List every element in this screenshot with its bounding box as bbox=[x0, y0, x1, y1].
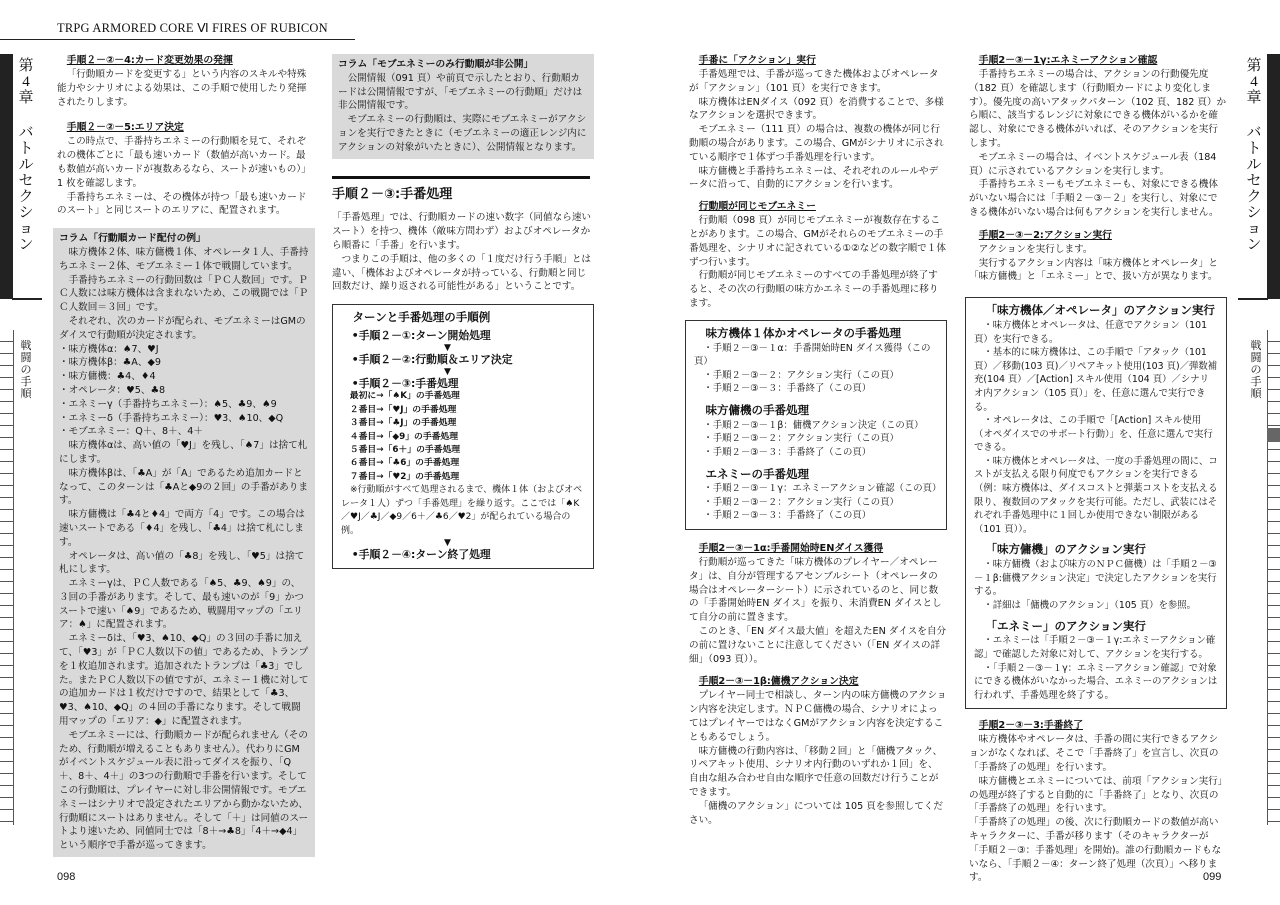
tab-index-right bbox=[1267, 330, 1280, 825]
chapter-tab-right bbox=[1267, 54, 1280, 299]
chapter-label-left: 第 4 章 bbox=[18, 58, 34, 106]
subsection-label-left: 戦 闘 の 手 順 bbox=[20, 340, 32, 400]
chapter-tab-left bbox=[0, 54, 13, 299]
heading-same-order-mob: 行動順が同じモブエネミー bbox=[698, 201, 816, 213]
column-mob-enemy: コラム「モブエネミーのみ行動順が非公開」 公開情報（091 頁）や前頁で示したとおり、行動順カードは公開情報ですが、「モブエネミーの行動順」だけは非公開情報です。 モブエネミーの行動順は、実際にモブエネミーがアクションを実行できたときに（モブエネミーの適正レンジ内にアクションの対象がいたときに）、公開情報となります。 bbox=[332, 54, 594, 159]
running-header: TRPG ARMORED CORE Ⅵ FIRES OF RUBICON bbox=[57, 21, 328, 35]
heading-en-dice: 手順2－③－1α:手番開始時ENダイス獲得 bbox=[698, 543, 884, 555]
arrow-down-icon: ▼ bbox=[444, 342, 451, 353]
arrow-down-icon: ▼ bbox=[444, 366, 451, 377]
heading-area-decision: 手順２－②－5:エリア決定 bbox=[66, 122, 184, 134]
procedure-example-box: ターンと手番処理の手順例 •手順２－①:ターン開始処理 ▼ •手順２－②:行動順＆エリア決定 ▼ •手順２－③:手番処理 最初に→「♠K」の手番処理 ２番目→「♥J」の手番処理 ３番目→「♣J」の手番処理 ４番目→「◆9」の手番処理 ５番目→「6＋」の手番処理 ６番目→「♣6」の手番処理 ７番目→「♥2」の手番処理 ※行動順がすべて処理されるまで、機体１体（およびオペレータ１人）ずつ「手番処理」を繰り返す。ここでは「♠K／♥J／♣J／◆9／6＋／♣6／♥2」が配られている場合の例。 ▼ •手順２－④:ターン終了処理 bbox=[332, 304, 594, 569]
heading-turn-end: 手順2－③－3:手番終了 bbox=[978, 720, 1084, 732]
right-column-2: 手順2－③－1γ:エネミーアクション確認 手番持ちエネミーの場合は、アクションの行動優先度（182 頁）を確認します（行動順カードにより変化します）。優先度の高いアタックパターン（102 頁、182 頁）から順に、該当するレンジに対象にできる機体がいるかを確認し、対象にできる機体がいれば、そのアクションを実行します。 モブエネミーの場合は、イベントスケジュール表（184 頁）に示されているアクションを実行します。 手番持ちエネミーもモブエネミーも、対象にできる機体がいない場合には「手順２－③－２」を実行し、対象にできる機体がいない場合は何もアクションを実行しません。 手順2－③－2:アクション実行 アクションを実行します。 実行するアクション内容は「味方機体とオペレータ」と「味方傭機」と「エネミー」とで、扱い方が異なります。 「味方機体／オペレータ」のアクション実行 ・味方機体とオペレータは、任意でアクション（101 頁）を実行できる。 ・基本的に味方機体は、この手順で「アタック（101 頁）／移動(103 頁)／リペアキット使用(103 頁)／弾数補充(104 頁）／[Action] スキル使用（104 頁）／シナリオ内アクション（105 頁）」を、任意に選んで実行できる。 ・オペレータは、この手順で「[Action] スキル使用（オペダイスでのサポート行動）」を、任意に選んで実行できる。 ・味方機体とオペレータは、一度の手番処理の間に、コストが支払える限り何度でもアクションを実行できる（例：味方機体は、ダイスコストと弾薬コストを支払える限り、複数回のアタックを実行可能。ただし、武装にはそれぞれ手番処理中に１回しか使用できない制限がある（101 頁））。 「味方傭機」のアクション実行 ・味方傭機（および味方のＮＰＣ傭機）は「手順２－③－１β:傭機アクション決定」で決定したアクションを実行する。 ・詳細は「傭機のアクション」（105 頁）を参照。 「エネミー」のアクション実行 ・エネミーは「手順２－③－１γ:エネミーアクション確認」で確認した対象に対して、アクションを実行する。 ・「手順２－③－１γ：エネミーアクション確認」で対象にできる機体がいなかった場合、エネミーのアクションは行われず、手番処理を終了する。 手順2－③－3:手番終了 味方機体やオペレータは、手番の間に実行できるアクションがなくなれば、そこで「手番終了」を宣言し、次頁の「手番終了の処理」を行います。 味方傭機とエネミーについては、前項「アクション実行」の処理が終了すると自動的に「手番終了」となり、次頁の「手番終了の処理」を行います。 「手番終了の処理」の後、次に行動順カードの数値が高いキャラクターに、手番が移ります（そのキャラクターが「手順２－③：手番処理」を開始)。誰の行動順カードもないなら、「手順２－④：ターン終了処理（次頁）」へ移ります。 bbox=[969, 54, 1227, 885]
heading-mercenary-action: 手順2－③－1β:傭機アクション決定 bbox=[698, 676, 859, 688]
tab-index-left bbox=[0, 330, 14, 825]
turn-processing-box: 味方機体１体かオペレータの手番処理 ・手順２－③－１α：手番開始時EN ダイス獲得（この頁） ・手順２－③－２：アクション実行（この頁） ・手順２－③－３：手番終了（この頁） 味方傭機の手番処理 ・手順２－③－１β：傭機アクション決定（この頁） ・手順２－③－２：アクション実行（この頁） ・手順２－③－３：手番終了（この頁） エネミーの手番処理 ・手順２－③－１γ：エネミーアクション確認（この頁） ・手順２－③－２：アクション実行（この頁） ・手順２－③－３：手番終了（この頁） bbox=[685, 320, 947, 530]
section-title-turn-processing: 手順２－③:手番処理 bbox=[332, 176, 590, 202]
heading-action-on-turn: 手番に「アクション」実行 bbox=[698, 55, 816, 66]
right-column-1: 手番に「アクション」実行 手番処理では、手番が巡ってきた機体およびオペレータが「アクション」（101 頁）を実行できます。 味方機体はENダイス（092 頁）を消費することで、多様なアクションを選択できます。 モブエネミー（111 頁）の場合は、複数の機体が同じ行動順の場合があります。この場合、GMがシナリオに示されている順序で１体ずつ手番処理を行います。 味方傭機と手番持ちエネミーは、それぞれのルールやデータに沿って、自動的にアクションを行います。 行動順が同じモブエネミー 行動順（098 頁）が同じモブエネミーが複数存在することがあります。この場合、GMがそれらのモブエネミーの手番処理を、シナリオに記されている①②などの数字順で１体ずつ行います。 行動順が同じモブエネミーのすべての手番処理が終了すると、その次の行動順の味方かエネミーの手番処理に移ります。 味方機体１体かオペレータの手番処理 ・手順２－③－１α：手番開始時EN ダイス獲得（この頁） ・手順２－③－２：アクション実行（この頁） ・手順２－③－３：手番終了（この頁） 味方傭機の手番処理 ・手順２－③－１β：傭機アクション決定（この頁） ・手順２－③－２：アクション実行（この頁） ・手順２－③－３：手番終了（この頁） エネミーの手番処理 ・手順２－③－１γ：エネミーアクション確認（この頁） ・手順２－③－２：アクション実行（この頁） ・手順２－③－３：手番終了（この頁） 手順2－③－1α:手番開始時ENダイス獲得 行動順が巡ってきた「味方機体のプレイヤー／オペレータ」は、自分が管理するアセンブルシート（オペレータの場合はオペレーターシート）に示されているのと、同じ数の「手番開始時EN ダイス」を振り、未消費EN ダイスとして自分の前に置きます。 このとき、「EN ダイス最大値」を超えたEN ダイスを自分の前に置けないことに注意してください（「EN ダイスの詳細」（093 頁））。 手順2－③－1β:傭機アクション決定 プレイヤー同士で相談し、ターン内の味方傭機のアクション内容を決定します。ＮＰＣ傭機の場合、シナリオによってはプレイヤーではなくGMがアクション内容を決定することもあるでしょう。 味方傭機の行動内容は、「移動２回」と「傭機アタック、リペアキット使用、シナリオ内行動のいずれか１回」を、自由な組み合わせ自由な順序で任意の回数だけ行うことができます。 「傭機のアクション」については 105 頁を参照してください。 bbox=[689, 54, 947, 827]
chapter-label-right: 第 4 章 bbox=[1246, 58, 1262, 106]
column-card-dealing: コラム「行動順カード配付の例」 味方機体２体、味方傭機１体、オペレータ１人、手番持ちエネミー２体、モブエネミー１体で戦闘しています。 手番持ちエネミーの行動回数は「ＰＣ人数回」です。ＰＣ人数には味方機体は含まれないため、この戦闘では「ＰＣ人数回＝３回」です。 それぞれ、次のカードが配られ、モブエネミーはGMのダイスで行動順が決定されます。 ・味方機体α：♠7、♥J ・味方機体β：♣A、◆9 ・味方傭機：♣4、♦4 ・オペレータ：♥5、♣8 ・エネミーγ（手番持ちエネミー）：♠5、♣9、♠9 ・エネミーδ（手番持ちエネミー）：♥3、♠10、◆Q ・モブエネミー：Q＋、8＋、4＋ 味方機体αは、高い値の「♥J」を残し、「♠7」は捨て札にします。 味方機体βは、「♣A」が「A」であるため追加カードとなって、このターンは「♣Aと◆9の２回」の手番があります。 味方傭機は「♣4と♦4」で両方「4」です。この場合は速いスートである「♦4」を残し、「♣4」は捨て札にします。 オペレータは、高い値の「♣8」を残し、「♥5」は捨て札にします。 エネミーγは、ＰＣ人数である「♠5、♣9、♠9」の、３回の手番があります。そして、最も速いのが「9」かつスートで速い「♠9」であるため、戦闘用マップの「エリア：♠」に配置されます。 エネミーδは、「♥3、♠10、◆Q」の３回の手番に加えて、「♥3」が「ＰＣ人数以下の値」であるため、トランプを１枚追加されます。追加されたトランプは「♣3」でした。またＰＣ人数以下の値ですが、エネミー１機に対しての追加カードは１枚だけですので、結果として「♣3、♥3、♠10、◆Q」の４回の手番になります。そして戦闘用マップの「エリア：◆」に配置されます。 モブエネミーには、行動順カードが配られません（そのため、行動順が増えることもありません）。代わりにGMがイベントスケジュール表に沿ってダイスを振り、「Q＋、8＋、4＋」の3つの行動順で手番を行います。そしてこの行動順は、プレイヤーに対し非公開情報です。モブエネミーはシナリオで設定されたエリアから動かないため、行動順にスートはありません。そして「＋」は同値のスートより速いため、同値同士では「8＋→♣8」「4＋→◆4」という順序で手番が巡ってきます。 bbox=[53, 228, 315, 857]
tab-marker-right bbox=[1267, 428, 1280, 442]
section-label-right: バ ト ル セ ク シ ョ ン bbox=[1246, 125, 1262, 253]
page-number-right: 099 bbox=[1203, 871, 1222, 883]
page-number-left: 098 bbox=[57, 871, 76, 883]
header-rule bbox=[0, 39, 355, 40]
section-label-left: バ ト ル セ ク シ ョ ン bbox=[18, 125, 34, 253]
subsection-label-right: 戦 闘 の 手 順 bbox=[1250, 340, 1262, 400]
left-column-2: コラム「モブエネミーのみ行動順が非公開」 公開情報（091 頁）や前頁で示したとおり、行動順カードは公開情報ですが、「モブエネミーの行動順」だけは非公開情報です。 モブエネミーの行動順は、実際にモブエネミーがアクションを実行できたときに（モブエネミーの適正レンジ内にアクションの対象がいたときに）、公開情報となります。 手順２－③:手番処理 「手番処理」では、行動順カードの速い数字（同値なら速いスート）を持つ、機体（敵味方問わず）およびオペレータから順番に「手番」を行います。 つまりこの手順は、他の多くの「１度だけ行う手順」とは違い、「機体およびオペレータが持っている、行動順と同じ回数だけ、繰り返される可能性がある」ということです。 ターンと手番処理の手順例 •手順２－①:ターン開始処理 ▼ •手順２－②:行動順＆エリア決定 ▼ •手順２－③:手番処理 最初に→「♠K」の手番処理 ２番目→「♥J」の手番処理 ３番目→「♣J」の手番処理 ４番目→「◆9」の手番処理 ５番目→「6＋」の手番処理 ６番目→「♣6」の手番処理 ７番目→「♥2」の手番処理 ※行動順がすべて処理されるまで、機体１体（およびオペレータ１人）ずつ「手番処理」を繰り返す。ここでは「♠K／♥J／♣J／◆9／6＋／♣6／♥2」が配られている場合の例。 ▼ •手順２－④:ターン終了処理 bbox=[332, 54, 594, 569]
heading-action-execute: 手順2－③－2:アクション実行 bbox=[978, 229, 1112, 241]
left-column-1: 手順２－②－4:カード変更効果の発揮 「行動順カードを変更する」という内容のスキルや特殊能力やシナリオによる効果は、この手順で使用したり発揮されたりします。 手順２－②－5:エリア決定 この時点で、手番持ちエネミーの行動順を見て、それぞれの機体ごとに「最も速いカード（数値が高いカード。最も数値が高いカードが複数あるなら、スートが速いもの）」1 枚を確認します。 手番持ちエネミーは、その機体が持つ「最も速いカードのスート」と同じスートのエリアに、配置されます。 コラム「行動順カード配付の例」 味方機体２体、味方傭機１体、オペレータ１人、手番持ちエネミー２体、モブエネミー１体で戦闘しています。 手番持ちエネミーの行動回数は「ＰＣ人数回」です。ＰＣ人数には味方機体は含まれないため、この戦闘では「ＰＣ人数回＝３回」です。 それぞれ、次のカードが配られ、モブエネミーはGMのダイスで行動順が決定されます。 ・味方機体α：♠7、♥J ・味方機体β：♣A、◆9 ・味方傭機：♣4、♦4 ・オペレータ：♥5、♣8 ・エネミーγ（手番持ちエネミー）：♠5、♣9、♠9 ・エネミーδ（手番持ちエネミー）：♥3、♠10、◆Q ・モブエネミー：Q＋、8＋、4＋ 味方機体αは、高い値の「♥J」を残し、「♠7」は捨て札にします。 味方機体βは、「♣A」が「A」であるため追加カードとなって、このターンは「♣Aと◆9の２回」の手番があります。 味方傭機は「♣4と♦4」で両方「4」です。この場合は速いスートである「♦4」を残し、「♣4」は捨て札にします。 オペレータは、高い値の「♣8」を残し、「♥5」は捨て札にします。 エネミーγは、ＰＣ人数である「♠5、♣9、♠9」の、３回の手番があります。そして、最も速いのが「9」かつスートで速い「♠9」であるため、戦闘用マップの「エリア：♠」に配置されます。 エネミーδは、「♥3、♠10、◆Q」の３回の手番に加えて、「♥3」が「ＰＣ人数以下の値」であるため、トランプを１枚追加されます。追加されたトランプは「♣3」でした。またＰＣ人数以下の値ですが、エネミー１機に対しての追加カードは１枚だけですので、結果として「♣3、♥3、♠10、◆Q」の４回の手番になります。そして戦闘用マップの「エリア：◆」に配置されます。 モブエネミーには、行動順カードが配られません（そのため、行動順が増えることもありません）。代わりにGMがイベントスケジュール表に沿ってダイスを振り、「Q＋、8＋、4＋」の3つの行動順で手番を行います。そしてこの行動順は、プレイヤーに対し非公開情報です。モブエネミーはシナリオで設定されたエリアから動かないため、行動順にスートはありません。そして「＋」は同値のスートより速いため、同値同士では「8＋→♣8」「4＋→◆4」という順序で手番が巡ってきます。 bbox=[57, 54, 314, 857]
heading-card-change: 手順２－②－4:カード変更効果の発揮 bbox=[66, 55, 233, 66]
arrow-down-icon: ▼ bbox=[444, 538, 451, 549]
heading-enemy-action-check: 手順2－③－1γ:エネミーアクション確認 bbox=[978, 55, 1158, 66]
action-execution-box: 「味方機体／オペレータ」のアクション実行 ・味方機体とオペレータは、任意でアクション（101 頁）を実行できる。 ・基本的に味方機体は、この手順で「アタック（101 頁）／移動(103 頁)／リペアキット使用(103 頁)／弾数補充(104 頁）／[Action] スキル使用（104 頁）／シナリオ内アクション（105 頁）」を、任意に選んで実行できる。 ・オペレータは、この手順で「[Action] スキル使用（オペダイスでのサポート行動）」を、任意に選んで実行できる。 ・味方機体とオペレータは、一度の手番処理の間に、コストが支払える限り何度でもアクションを実行できる（例：味方機体は、ダイスコストと弾薬コストを支払える限り、複数回のアタックを実行可能。ただし、武装にはそれぞれ手番処理中に１回しか使用できない制限がある（101 頁））。 「味方傭機」のアクション実行 ・味方傭機（および味方のＮＰＣ傭機）は「手順２－③－１β:傭機アクション決定」で決定したアクションを実行する。 ・詳細は「傭機のアクション」（105 頁）を参照。 「エネミー」のアクション実行 ・エネミーは「手順２－③－１γ:エネミーアクション確認」で確認した対象に対して、アクションを実行する。 ・「手順２－③－１γ：エネミーアクション確認」で対象にできる機体がいなかった場合、エネミーのアクションは行われず、手番処理を終了する。 bbox=[965, 297, 1227, 709]
